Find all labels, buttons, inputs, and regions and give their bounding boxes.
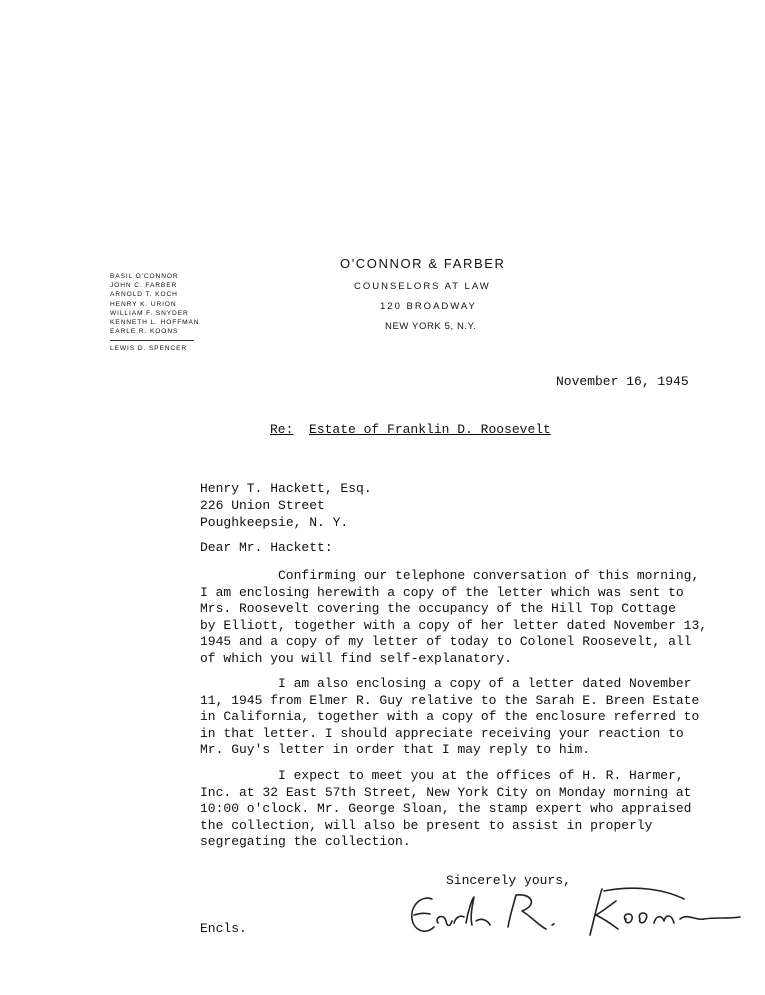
paragraph-line: 11, 1945 from Elmer R. Guy relative to the Sarah E. Breen Estate (200, 692, 700, 708)
letter-date: November 16, 1945 (556, 374, 689, 389)
address-line: 226 Union Street (200, 498, 325, 513)
partner-name: JOHN C. FARBER (110, 282, 178, 290)
signature (404, 883, 744, 953)
paragraph-1 (200, 568, 707, 668)
enclosures-note: Encls. (200, 921, 247, 936)
partner-name: WILLIAM F. SNYDER (110, 309, 189, 317)
recipient-address (200, 480, 372, 531)
associate-name: LEWIS D. SPENCER (110, 345, 188, 353)
paragraph-3 (200, 768, 691, 851)
paragraph-line: of which you will find self-explanatory. (200, 650, 513, 666)
paragraph-line: I am enclosing herewith a copy of the letter which was sent to (200, 584, 684, 600)
paragraph-line: the collection, will also be present to assist in properly (200, 817, 653, 833)
paragraph-line: Mr. Guy's letter in order that I may reply to him. (200, 742, 591, 758)
firm-name: O'CONNOR & FARBER (340, 256, 506, 271)
firm-tagline: COUNSELORS AT LAW (354, 281, 491, 292)
paragraph-2 (200, 676, 699, 759)
paragraph-line: 1945 and a copy of my letter of today to Colonel Roosevelt, all (200, 634, 692, 650)
partner-name: EARLE R. KOONS (110, 328, 179, 336)
paragraph-line: in that letter. I should appreciate receiving your reaction to (200, 725, 684, 741)
paragraph-line: I expect to meet you at the offices of H. R. Harmer, (278, 768, 684, 783)
paragraph-line: by Elliott, together with a copy of her letter dated November 13, (200, 617, 708, 633)
partner-name: HENRY K. URION (110, 300, 177, 308)
address-line: Poughkeepsie, N. Y. (200, 515, 349, 530)
firm-city: NEW YORK 5, N.Y. (385, 321, 477, 332)
paragraph-line: 10:00 o'clock. Mr. George Sloan, the stamp expert who appraised (200, 801, 692, 817)
partner-list (110, 272, 240, 354)
firm-street: 120 BROADWAY (380, 301, 477, 312)
partner-divider (110, 340, 194, 341)
paragraph-line: I am also enclosing a copy of a letter dated November (278, 676, 692, 691)
paragraph-line: Inc. at 32 East 57th Street, New York City on Monday morning at (200, 784, 692, 800)
paragraph-line: in California, together with a copy of the enclosure referred to (200, 709, 700, 725)
partner-name: KENNETH L. HOFFMAN (110, 319, 200, 327)
paragraph-line: segregating the collection. (200, 834, 411, 850)
re-label: Re: (270, 422, 294, 437)
partner-name: BASIL O'CONNOR (110, 273, 179, 280)
paragraph-line: Mrs. Roosevelt covering the occupancy of the Hill Top Cottage (200, 601, 676, 617)
re-subject: Estate of Franklin D. Roosevelt (309, 422, 551, 437)
address-line: Henry T. Hackett, Esq. (200, 481, 372, 496)
closing: Sincerely yours, (446, 873, 571, 888)
re-line (270, 422, 551, 437)
partner-name: ARNOLD T. KOCH (110, 291, 178, 299)
paragraph-line: Confirming our telephone conversation of this morning, (278, 568, 700, 583)
salutation: Dear Mr. Hackett: (200, 540, 333, 555)
